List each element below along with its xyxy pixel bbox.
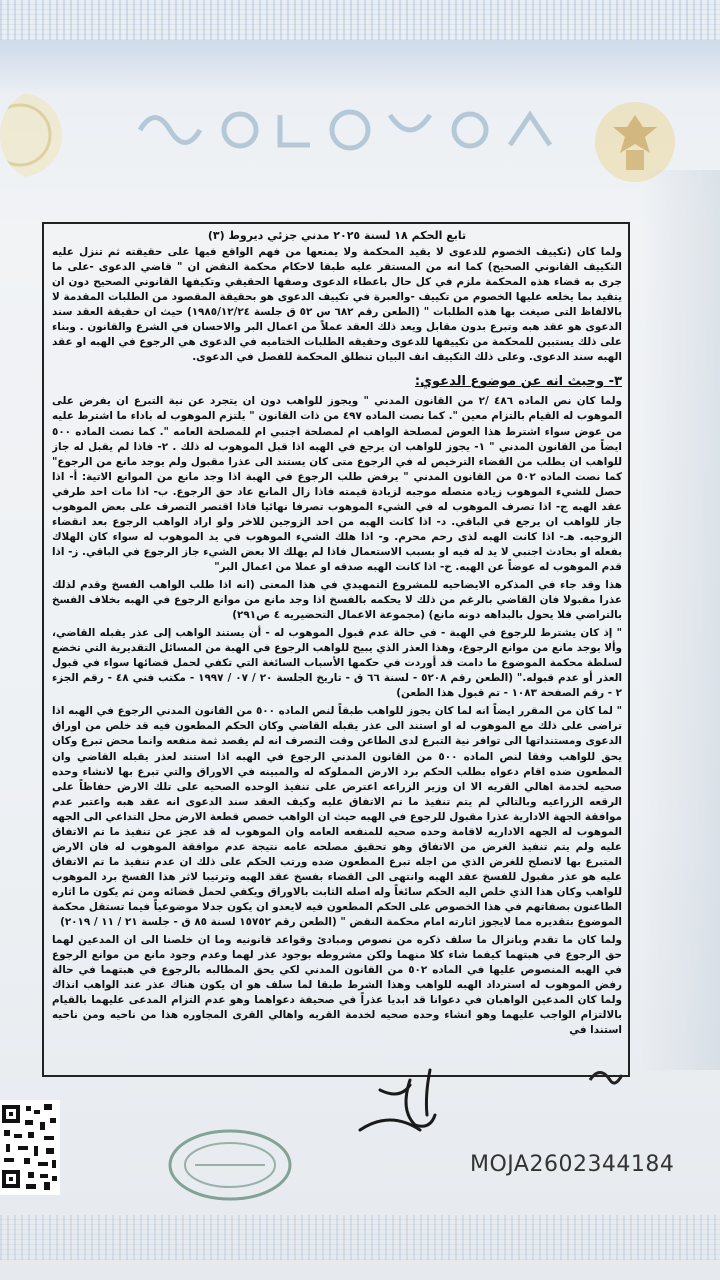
security-pattern-bottom bbox=[0, 1215, 720, 1260]
paragraph-cassation-ruling-2: " لما كان من المقرر ايضاً انه لما كان يجوز للواهب طبقاً لنص الماده ٥٠٠ من القانون المدني الرجوع في الهبه اذا تراضى على ذلك مع الموهوب له او استند الى عذر يقبله القاضي وكان الحكم المطعون فيه قد خلص من اوراق الدعوى ومستنداتها الى توافر نية التبرع لدى الطاعن وقت التصرف انه لم يقصد ثمة منفعه وانما محض تبرع وكان يحق للواهب وفقا لنص الماده ٥٠٠ من القانون المدني الرجوع في الهبه اذا استند لعذر يقبله القاضي وان المطعون ضده اقام دعواه بطلب الحكم برد الارض المملوكه له والمبينه في الاوراق والتي تبرع بها لانشاء وحده صحيه لخدمة اهالي القريه الا ان وزير الزراعه اعترض على تنفيذ الوحده الصحيه على تلك الارض حفاظاً على الرقعه الزراعيه وبالتالي لم يتم تنفيذ ما تم الاتفاق عليه وكيف العقد سند الدعوى انه عقد هبه واعتبر عدم موافقة الجهة الادارية عذرا مقبول للرجوع في الهبه حيث ان الواهب خصص قطعة الارض محل التداعي الى الجهه الموهوب له الجهه الاداريه لاقامة وحده صحيه للمنفعه العامه وان الموهوب له قد عجز عن تنفيذ ما تم الاتفاق عليه ولم يتم تنفيذ الغرض من الاتفاق وهو تحقيق مصلحه عامه نتيجة عدم موافقة الموهوب له فان الارض المتبرع بها لاتصلح للغرض الذي من اجله تبرع المطعون ضده ورتب الحكم على ذلك ان عدم تنفيذ ما تم الاتفاق عليه هو عذر مقبول للفسخ عقد الهبه وانتهى الى القضاء بفسخ عقد الهبه وترتيبا لاثر هذا الفسخ برد الموهوب للواهب وكان هذا الذي خلص اليه الحكم سائغاً وله اصله الثابت بالاوراق ويكفي لحمل قضائه ومن ثم يكون ما اثاره الطاعنون بصفاتهم في هذا الخصوص على الحكم المطعون فيه لايعدو ان يكون جدلا موضوعياً فيما تستقل محكمة الموضوع بتقديره مما لايجوز اثارته امام محكمة النقض " (الطعن رقم ١٥٧٥٢ لسنة ٨٥ ق - جلسة ٢١ / ١١ / ٢٠١٩) bbox=[52, 705, 622, 929]
paragraph-civil-law-articles: ولما كان نص الماده ٤٨٦ /٢ من القانون المدني " ويجوز للواهب دون ان يتجرد عن نية التبرع ان يفرض على الموهوب له القيام بالتزام معين ". كما نصت الماده ٤٩٧ من ذات القانون " يلتزم الموهوب له باداء ما اشترط عليه من عوض سواء اشترط هذا العوض لمصلحة الواهب ام لمصلحة اجنبي ام للمصلحة العامه ". كما نصت الماده ٥٠٠ ايضاً من القانون المدني " ١- يجوز للواهب ان يرجع في الهبه اذا قبل الموهوب له ذلك . ٢- فاذا لم يقبل له جاز للواهب ان يطلب من القضاء الترخيص له في الرجوع متى كان يستند الى عذرا مقبول ولم يوجد مانع من الرجوع" كما نصت الماده ٥٠٢ من القانون المدني " يرفض طلب الرجوع في الهبة اذا وجد مانع من الموانع الاتية: أ- اذا حصل للشيء الموهوب زياده متصله موجبه لزيادة قيمته فاذا زال المانع عاد حق الرجوع. ب- اذا مات احد طرفي عقد الهبه ج- اذا تصرف الموهوب له في الشيء الموهوب تصرفا نهائيا فاذا اقتصر التصرف على بعض الموهوب جاز للواهب ان يرجع في الباقي. د- اذا كانت الهبه من احد الزوجين للاخر ولو اراد الواهب الرجوع بعد انقضاء الزوجيه. هـ- اذا كانت الهبه لذى رحم محرم. و- اذا هلك الشيء الموهوب في يد الموهوب له سواء كان الهلاك بفعله او بحادث اجنبي لا يد له فيه او بسبب الاستعمال فاذا لم يهلك الا بعض الشيء جاز الرجوع في الباقي. ز- اذا قدم الموهوب له عوضاً عن الهبه. ح- اذا كانت الهبه صدقه او عملا من اعمال البر" bbox=[52, 395, 622, 573]
paragraph-cassation-ruling-1: " إذ كان يشترط للرجوع في الهبة - في حالة عدم قبول الموهوب له - أن يستند الواهب إلى عذر يقبله القاضي، وألا يوجد مانع من موانع الرجوع، وهذا العذر الذي يبيح للواهب الرجوع في الهبة من المسائل التقديرية التي تخضع لسلطة محكمة الموضوع ما دامت قد أوردت في حكمها الأسباب السائغة التي تكفي لحمل قضائها سواء في قبول العذر أو عدم قبوله." (الطعن رقم ٥٢٠٨ - لسنة ٦٦ ق - تاريخ الجلسة ٢٠ / ٠٧ / ١٩٩٧ - مكتب فني ٤٨ - رقم الجزء ٢ - رقم الصفحة ١٠٨٣ - تم قبول هذا الطعن) bbox=[52, 627, 622, 700]
judgment-text-body bbox=[52, 228, 622, 1073]
security-pattern-top bbox=[0, 0, 720, 40]
page-edge-shadow bbox=[640, 170, 720, 1070]
paragraph-conclusion: ولما كان ما تقدم وبانزال ما سلف ذكره من نصوص ومبادئ وقواعد قانونيه وما ان خلصنا الى ان المدعين لهما حق الرجوع في هبتهما كيفما شاء كلا منهما ولكن مشروطه بوجود عذر لهما وعدم وجود مانع من موانع الرجوع في الهبه المنصوص عليها في الماده ٥٠٢ من القانون المدني لكي يحق المطالبه بالرجوع في هبتهما في حالة رفض الموهوب له استرداد الهبه للواهب وهذا الشرط طبقا لما سلف هو ان يكون هناك عذر عند الواهب انذاك ولما كان المدعين الواهبان في دعوانا قد ابديا عذراً في صحيفة دعواهما وهو عدم التزام المدعى عليهما بالقيام بالالتزام الواجب عليهما وهو انشاء وحده صحيه لخدمة القريه واهالي القرى المجاوره هذا من ناحيه ومن ناحيه استندا في bbox=[52, 934, 622, 1037]
security-band bbox=[0, 40, 720, 95]
paragraph-adaptation: ولما كان (تكييف الخصوم للدعوى لا يقيد المحكمة ولا يمنعها من فهم الواقع فيها على حقيقته ثم تنزل عليه التكييف القانوني الصحيح) كما انه من المستقر عليه طبقا لاحكام محكمة النقض ان " قاضي الدعوى -على ما جرى به قضاء هذه المحكمة ملزم في كل حال باعطاء الدعوى وصفها الحقيقي وتكيفها القانوني الصحيح دون ان يتقيد بما يخلعه عليها الخصوم من تكييف -والعبرة في تكييف الدعوى هو بحقيقة المقصود من الطلبات المقدمة لا بالالفاظ التى صيغت بها هذه الطلبات " (الطعن رقم ٦٨٢ س ٥٢ ق جلسة ١٩٨٥/١٢/٢٤) حيث ان حقيقة العقد سند الدعوى هو عقد هبه وتبرع بدون مقابل ويعد ذلك العقد عملاً من اعمال البر والاحسان في الشرع والقانون . وبناء على ذلك يستبين للمحكمة من تكييفها للدعوى وحقيقه الطلبات الختاميه في الدعوى هي الرجوع في الهبه او عقد الهبه سند الدعوى. وعلى ذلك التكييف انف البيان تنطلق المحكمة للفصل في الدعوى. bbox=[52, 246, 622, 364]
signature-mark-left bbox=[585, 1060, 625, 1090]
paragraph-explanatory-memo: هذا وقد جاء في المذكره الايضاحيه للمشروع التمهيدي في هذا المعنى (انه اذا طلب الواهب الفسخ وقدم لذلك عذرا مقبولا فان القاضي بالرغم من ذلك لا يحكمه بالفسخ اذا وجد مانع من موانع الرجوع في الهبه بخلاف الفسخ بالتراضي فلا يحول بالبداهه دونه مانع) (مجموعة الاعمال التحضيريه ٤ ص٢٩١) bbox=[52, 578, 622, 622]
handwritten-signature bbox=[340, 1050, 460, 1160]
document-id: MOJA2602344184 bbox=[470, 1152, 675, 1177]
court-stamp bbox=[165, 1125, 295, 1205]
section-heading: ٣- وحيث انه عن موضوع الدعوي: bbox=[414, 374, 622, 390]
page-header: تابع الحكم ١٨ لسنة ٢٠٢٥ مدني جزئي ديروط (٣) bbox=[207, 229, 467, 242]
left-seal-emblem bbox=[0, 90, 80, 180]
qr-code bbox=[0, 1100, 60, 1195]
watermark-emblem bbox=[120, 95, 580, 165]
